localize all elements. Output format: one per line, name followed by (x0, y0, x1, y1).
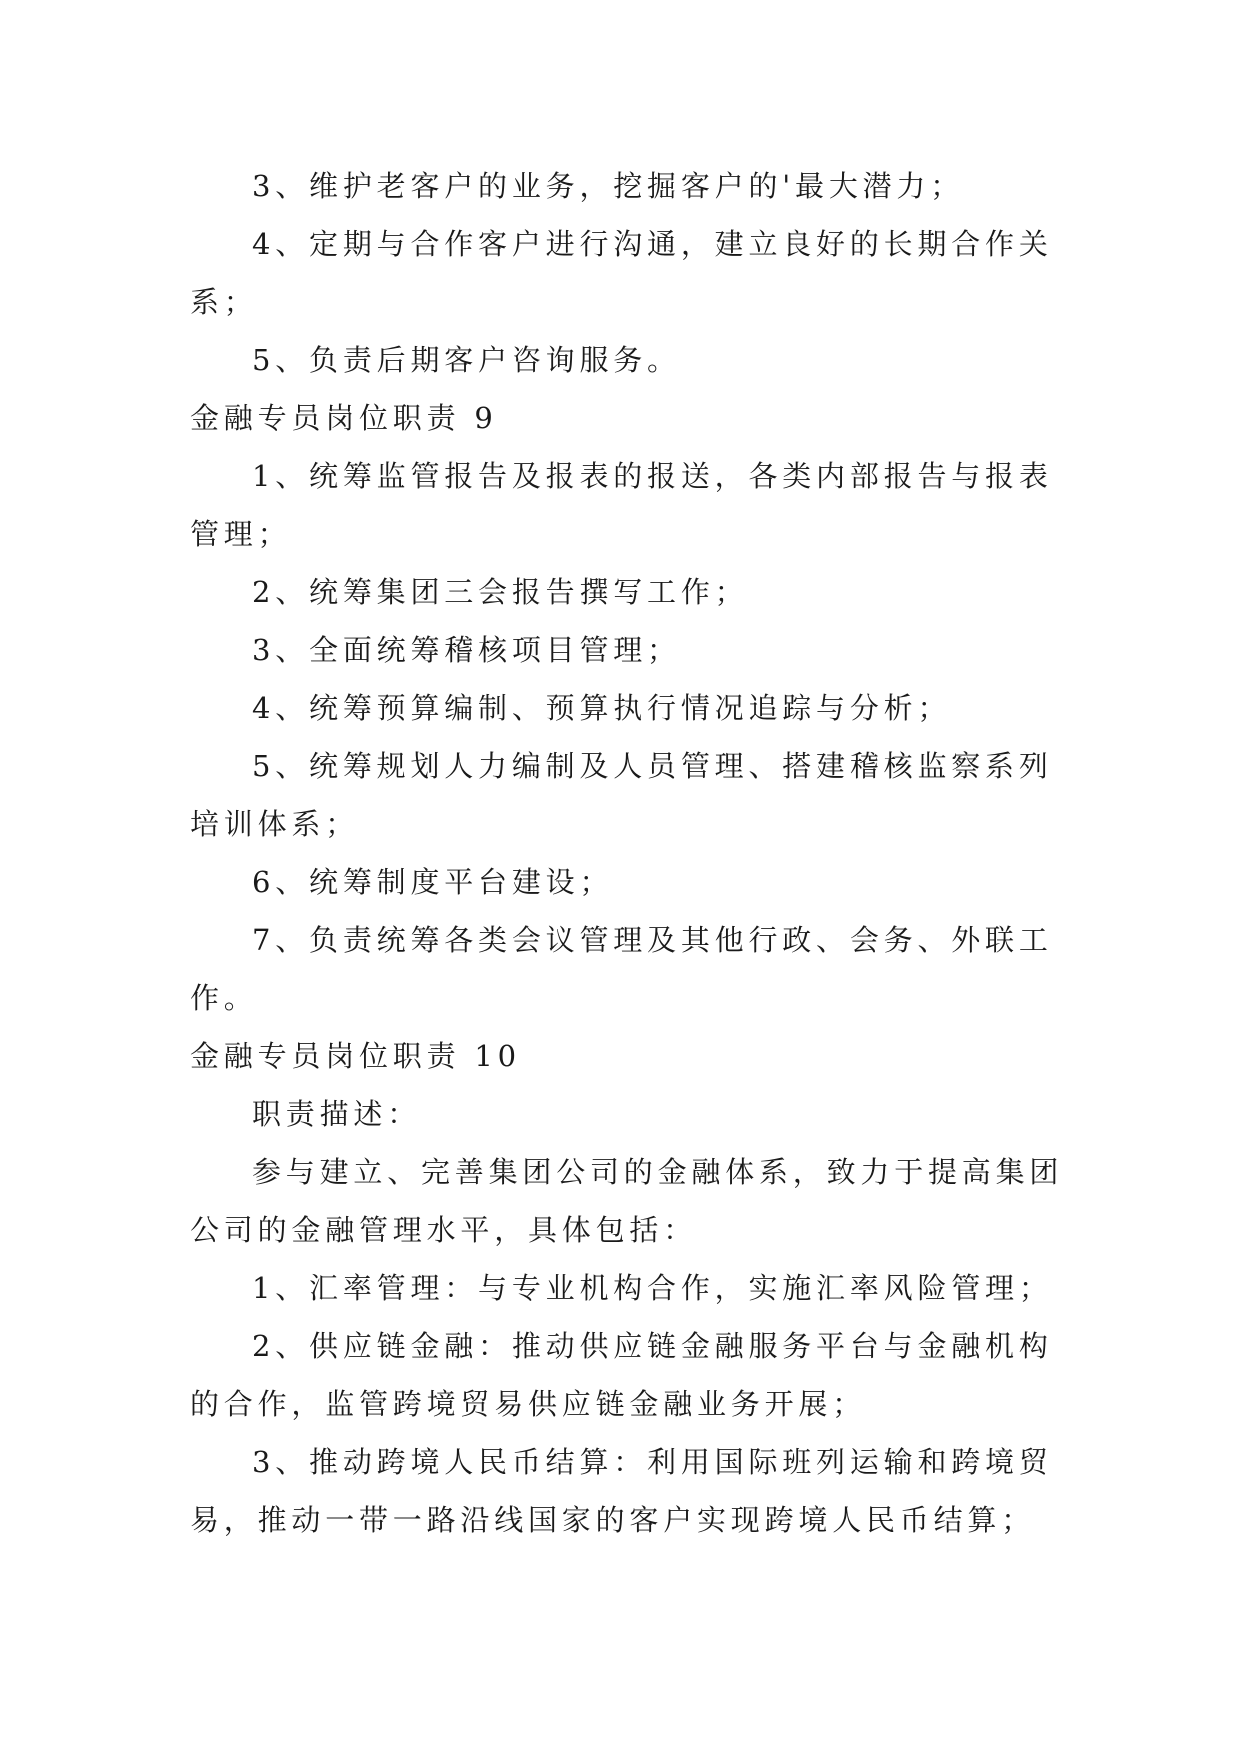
paragraph-line: 参与建立、完善集团公司的金融体系，致力于提高集团 (252, 1155, 1064, 1189)
paragraph-line: 职责描述： (252, 1097, 422, 1131)
paragraph-line: 易，推动一带一路沿线国家的客户实现跨境人民币结算； (190, 1503, 1036, 1537)
paragraph-line: 5、负责后期客户咨询服务。 (252, 343, 681, 377)
paragraph-line: 培训体系； (190, 807, 360, 841)
paragraph-line: 4、统筹预算编制、预算执行情况追踪与分析； (252, 691, 952, 725)
paragraph-line: 2、统筹集团三会报告撰写工作； (252, 575, 749, 609)
paragraph-line: 3、全面统筹稽核项目管理； (252, 633, 681, 667)
paragraph-line: 6、统筹制度平台建设； (252, 865, 614, 899)
paragraph-line: 3、推动跨境人民币结算：利用国际班列运输和跨境贸 (252, 1445, 1053, 1479)
paragraph-line: 作。 (190, 981, 258, 1015)
paragraph-line: 1、汇率管理：与专业机构合作，实施汇率风险管理； (252, 1271, 1053, 1305)
paragraph-line: 管理； (190, 517, 292, 551)
section-heading: 金融专员岗位职责 10 (190, 1039, 521, 1073)
paragraph-line: 7、负责统筹各类会议管理及其他行政、会务、外联工 (252, 923, 1053, 957)
paragraph-line: 3、维护老客户的业务，挖掘客户的'最大潜力； (252, 169, 965, 203)
paragraph-line: 4、定期与合作客户进行沟通，建立良好的长期合作关 (252, 227, 1053, 261)
paragraph-line: 的合作，监管跨境贸易供应链金融业务开展； (190, 1387, 867, 1421)
paragraph-line: 系； (190, 285, 258, 319)
paragraph-line: 1、统筹监管报告及报表的报送，各类内部报告与报表 (252, 459, 1053, 493)
section-heading: 金融专员岗位职责 9 (190, 401, 498, 435)
paragraph-line: 公司的金融管理水平，具体包括： (190, 1213, 698, 1247)
paragraph-line: 2、供应链金融：推动供应链金融服务平台与金融机构 (252, 1329, 1053, 1363)
paragraph-line: 5、统筹规划人力编制及人员管理、搭建稽核监察系列 (252, 749, 1053, 783)
